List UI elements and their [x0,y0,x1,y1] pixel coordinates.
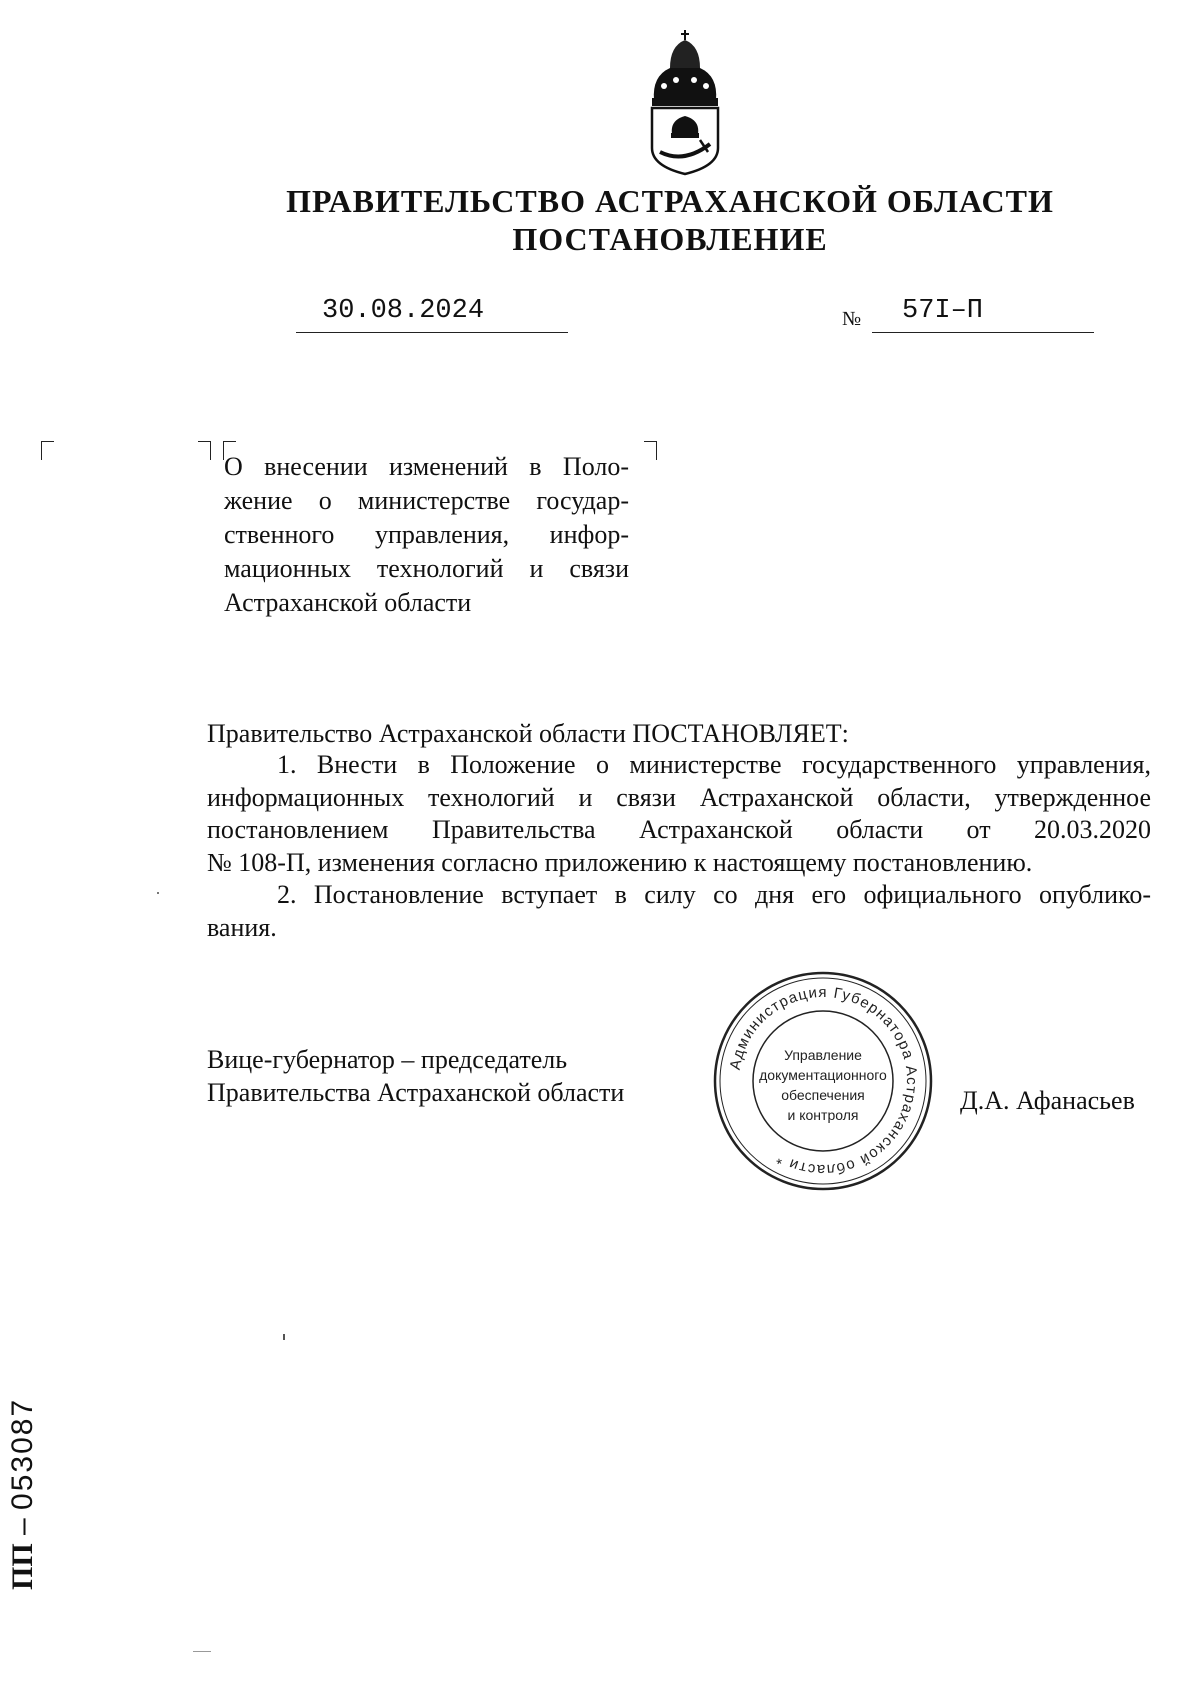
corner-mark-subject-left-1 [198,441,211,460]
serial-digits: 053087 [6,1397,39,1510]
clause-line: информационных технологий и связи Астраханской области, утвержденное [207,782,1151,812]
subject-line: ственного управления, инфор- [224,520,629,549]
signatory-position-line1: Вице-губернатор – председатель [207,1045,568,1074]
stamp-center-line: обеспечения [781,1087,865,1103]
stamp-center-line: Управление [784,1047,862,1063]
number-field [872,296,1094,333]
number-sign: № [842,308,862,330]
document-number: 57I–П [902,296,984,326]
document-date: 30.08.2024 [322,296,485,326]
clause-2 [207,879,1151,944]
subject-line: Астраханской области [224,588,472,617]
coat-of-arms-emblem [644,28,726,176]
stamp-center-line: и контроля [787,1107,859,1123]
blank-serial-number [6,1380,46,1590]
serial-prefix: ПП [6,1543,39,1590]
stamp-ring-text: Администрация Губернатора Астраханской области * [726,983,921,1179]
clause-line: 1. Внести в Положение о министерстве государственного управления, [277,750,1151,779]
document-type-title: ПОСТАНОВЛЕНИЕ [512,221,828,257]
signatory-position-line2: Правительства Астраханской области [207,1078,625,1107]
corner-mark-subject-right [644,441,657,460]
clause-1 [207,749,1151,879]
clause-line: 2. Постановление вступает в силу со дня его официального опублико- [277,880,1151,909]
clause-line: № 108-П, изменения согласно приложению к настоящему постановлению. [207,847,1033,877]
signatory-name: Д.А. Афанасьев [960,1086,1135,1115]
scan-speck [283,1334,285,1340]
subject-line: мационных технологий и связи [224,554,629,583]
preamble: Правительство Астраханской области ПОСТАНОВЛЯЕТ: [207,719,849,748]
scan-speck [193,1651,211,1652]
document-subject [224,450,629,620]
organization-title: ПРАВИТЕЛЬСТВО АСТРАХАНСКОЙ ОБЛАСТИ [286,183,1054,219]
serial-separator: – [6,1509,39,1544]
scan-speck [157,892,159,894]
clause-line: вания. [207,912,277,942]
subject-line: О внесении изменений в Поло- [224,452,629,481]
date-field [296,296,568,333]
stamp-center-line: документационного [759,1067,887,1083]
subject-line: жение о министерстве государ- [224,486,629,515]
clause-line: постановлением Правительства Астраханской области от 20.03.2020 [207,815,1151,844]
official-stamp [712,970,934,1192]
corner-mark-left [41,441,54,460]
